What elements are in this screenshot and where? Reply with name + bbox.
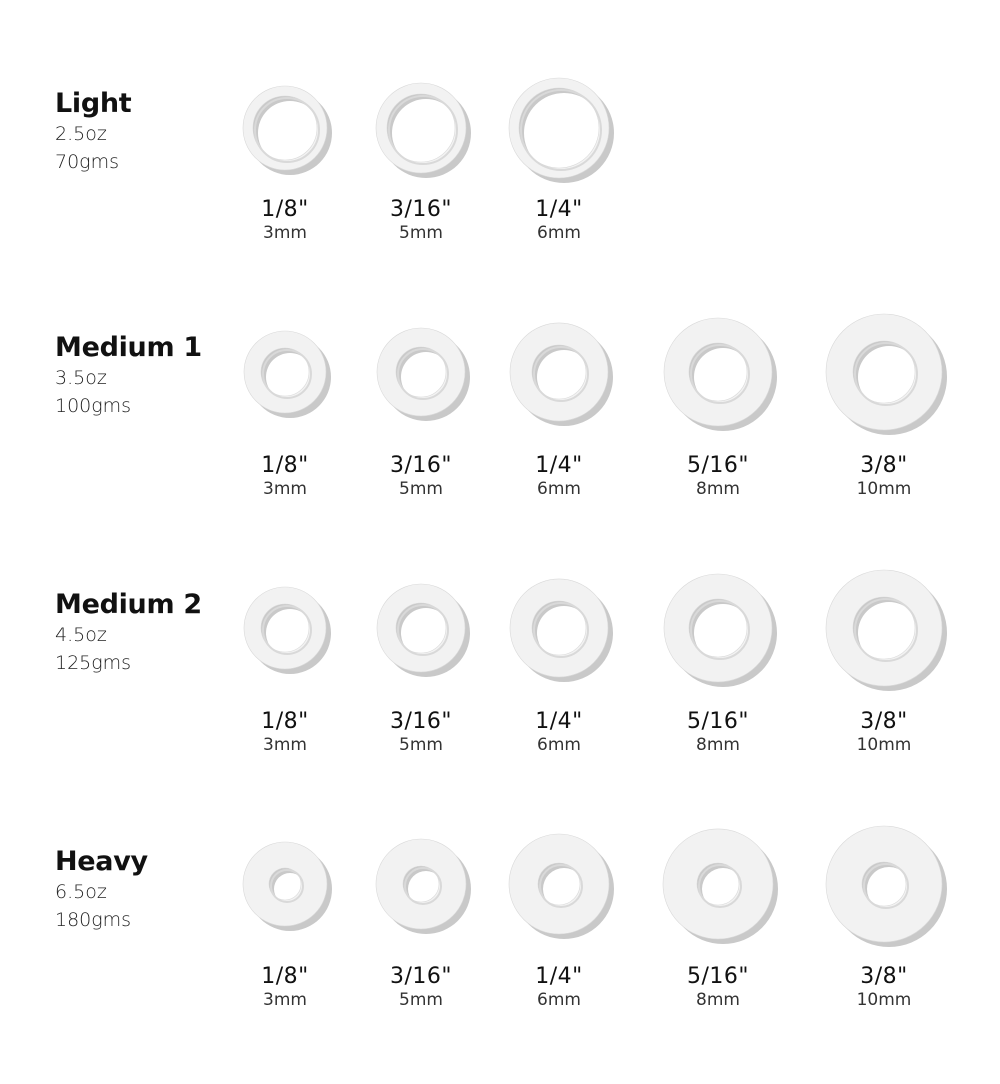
size-mm: 8mm [696, 735, 740, 755]
ring-3mm [234, 577, 336, 679]
size-mm: 5mm [399, 990, 443, 1010]
size-inches: 3/16" [389, 964, 453, 989]
ring-10mm [816, 304, 952, 440]
weight-label [55, 846, 148, 934]
ring-hole-edge [398, 605, 448, 655]
ring-size-label [361, 710, 481, 756]
size-mm: 3mm [263, 990, 307, 1010]
weight-name: Medium 1 [55, 332, 202, 363]
ring-5mm [367, 574, 475, 682]
ring-6mm [500, 313, 618, 431]
ring-hole-edge [864, 864, 908, 908]
size-inches: 1/8" [261, 197, 309, 222]
weight-name: Heavy [55, 846, 148, 877]
ring-hole-edge [255, 98, 319, 162]
weight-grams: 125gms [55, 652, 132, 674]
weight-oz: 3.5oz [55, 367, 107, 389]
ring-size-label [824, 454, 944, 500]
ring-size-label [499, 710, 619, 756]
ring-face [664, 574, 772, 682]
ring-hole-edge [389, 96, 457, 164]
ring-face [826, 826, 942, 942]
ring-size-label [499, 965, 619, 1011]
size-inches: 1/4" [535, 964, 583, 989]
size-mm: 5mm [399, 223, 443, 243]
size-inches: 3/16" [389, 709, 453, 734]
ring-3mm [233, 832, 337, 936]
size-mm: 6mm [537, 735, 581, 755]
ring-3mm [233, 76, 337, 180]
ring-hole-edge [405, 868, 441, 904]
weight-oz: 4.5oz [55, 624, 107, 646]
size-mm: 3mm [263, 223, 307, 243]
weight-label [55, 589, 202, 677]
ring-hole-edge [271, 870, 303, 902]
size-mm: 10mm [856, 990, 912, 1010]
ring-6mm [499, 824, 619, 944]
ring-10mm [816, 816, 952, 952]
weight-label [55, 332, 202, 420]
ring-face [826, 314, 942, 430]
weight-oz: 2.5oz [55, 123, 107, 145]
ring-hole-edge [534, 347, 588, 401]
weight-name: Light [55, 88, 132, 119]
ring-hole-edge [398, 349, 448, 399]
ring-size-label [225, 710, 345, 756]
size-mm: 10mm [856, 479, 912, 499]
ring-hole-edge [691, 601, 749, 659]
size-inches: 5/16" [686, 453, 750, 478]
ring-size-label [499, 454, 619, 500]
size-mm: 8mm [696, 479, 740, 499]
size-inches: 1/8" [261, 964, 309, 989]
ring-8mm [653, 819, 783, 949]
ring-size-label [824, 965, 944, 1011]
ring-5mm [366, 829, 476, 939]
weight-name: Medium 2 [55, 589, 202, 620]
ring-face [826, 570, 942, 686]
ring-size-label [824, 710, 944, 756]
ring-face [377, 328, 465, 416]
ring-face [510, 323, 608, 421]
ring-size-label [225, 454, 345, 500]
weight-grams: 180gms [55, 909, 132, 931]
size-mm: 5mm [399, 735, 443, 755]
size-inches: 1/4" [535, 709, 583, 734]
size-inches: 3/16" [389, 197, 453, 222]
size-mm: 3mm [263, 479, 307, 499]
size-mm: 6mm [537, 479, 581, 499]
size-inches: 3/8" [860, 453, 908, 478]
ring-size-label [225, 198, 345, 244]
size-inches: 1/8" [261, 453, 309, 478]
size-inches: 1/4" [535, 197, 583, 222]
ring-5mm [367, 318, 475, 426]
ring-hole-edge [540, 865, 582, 907]
ring-face [510, 579, 608, 677]
ring-3mm [234, 321, 336, 423]
size-inches: 3/16" [389, 453, 453, 478]
ring-size-label [658, 965, 778, 1011]
ring-8mm [654, 308, 782, 436]
size-mm: 6mm [537, 990, 581, 1010]
ring-hole-edge [521, 90, 601, 170]
size-mm: 5mm [399, 479, 443, 499]
weight-grams: 100gms [55, 395, 132, 417]
ring-face [377, 584, 465, 672]
size-mm: 10mm [856, 735, 912, 755]
ring-size-label [361, 198, 481, 244]
ring-hole-edge [699, 865, 741, 907]
size-inches: 3/8" [860, 964, 908, 989]
ring-hole-edge [263, 606, 311, 654]
ring-face [663, 829, 773, 939]
ring-face [376, 839, 466, 929]
ring-size-label [499, 198, 619, 244]
ring-size-label [658, 710, 778, 756]
ring-hole-edge [691, 345, 749, 403]
weight-grams: 70gms [55, 151, 119, 173]
ring-face [509, 834, 609, 934]
ring-6mm [500, 569, 618, 687]
ring-size-label [361, 965, 481, 1011]
size-mm: 6mm [537, 223, 581, 243]
ring-8mm [654, 564, 782, 692]
ring-size-label [658, 454, 778, 500]
ring-face [243, 842, 327, 926]
ring-size-label [225, 965, 345, 1011]
size-mm: 8mm [696, 990, 740, 1010]
ring-hole-edge [263, 350, 311, 398]
ring-6mm [499, 68, 619, 188]
ring-face [244, 331, 326, 413]
ring-hole-edge [855, 599, 917, 661]
ring-face [664, 318, 772, 426]
weight-oz: 6.5oz [55, 881, 107, 903]
size-inches: 1/8" [261, 709, 309, 734]
size-inches: 1/4" [535, 453, 583, 478]
size-inches: 3/8" [860, 709, 908, 734]
ring-hole-edge [855, 343, 917, 405]
size-mm: 3mm [263, 735, 307, 755]
ring-face [244, 587, 326, 669]
ring-size-label [361, 454, 481, 500]
ring-5mm [366, 73, 476, 183]
size-inches: 5/16" [686, 964, 750, 989]
size-inches: 5/16" [686, 709, 750, 734]
ring-10mm [816, 560, 952, 696]
ring-hole-edge [534, 603, 588, 657]
